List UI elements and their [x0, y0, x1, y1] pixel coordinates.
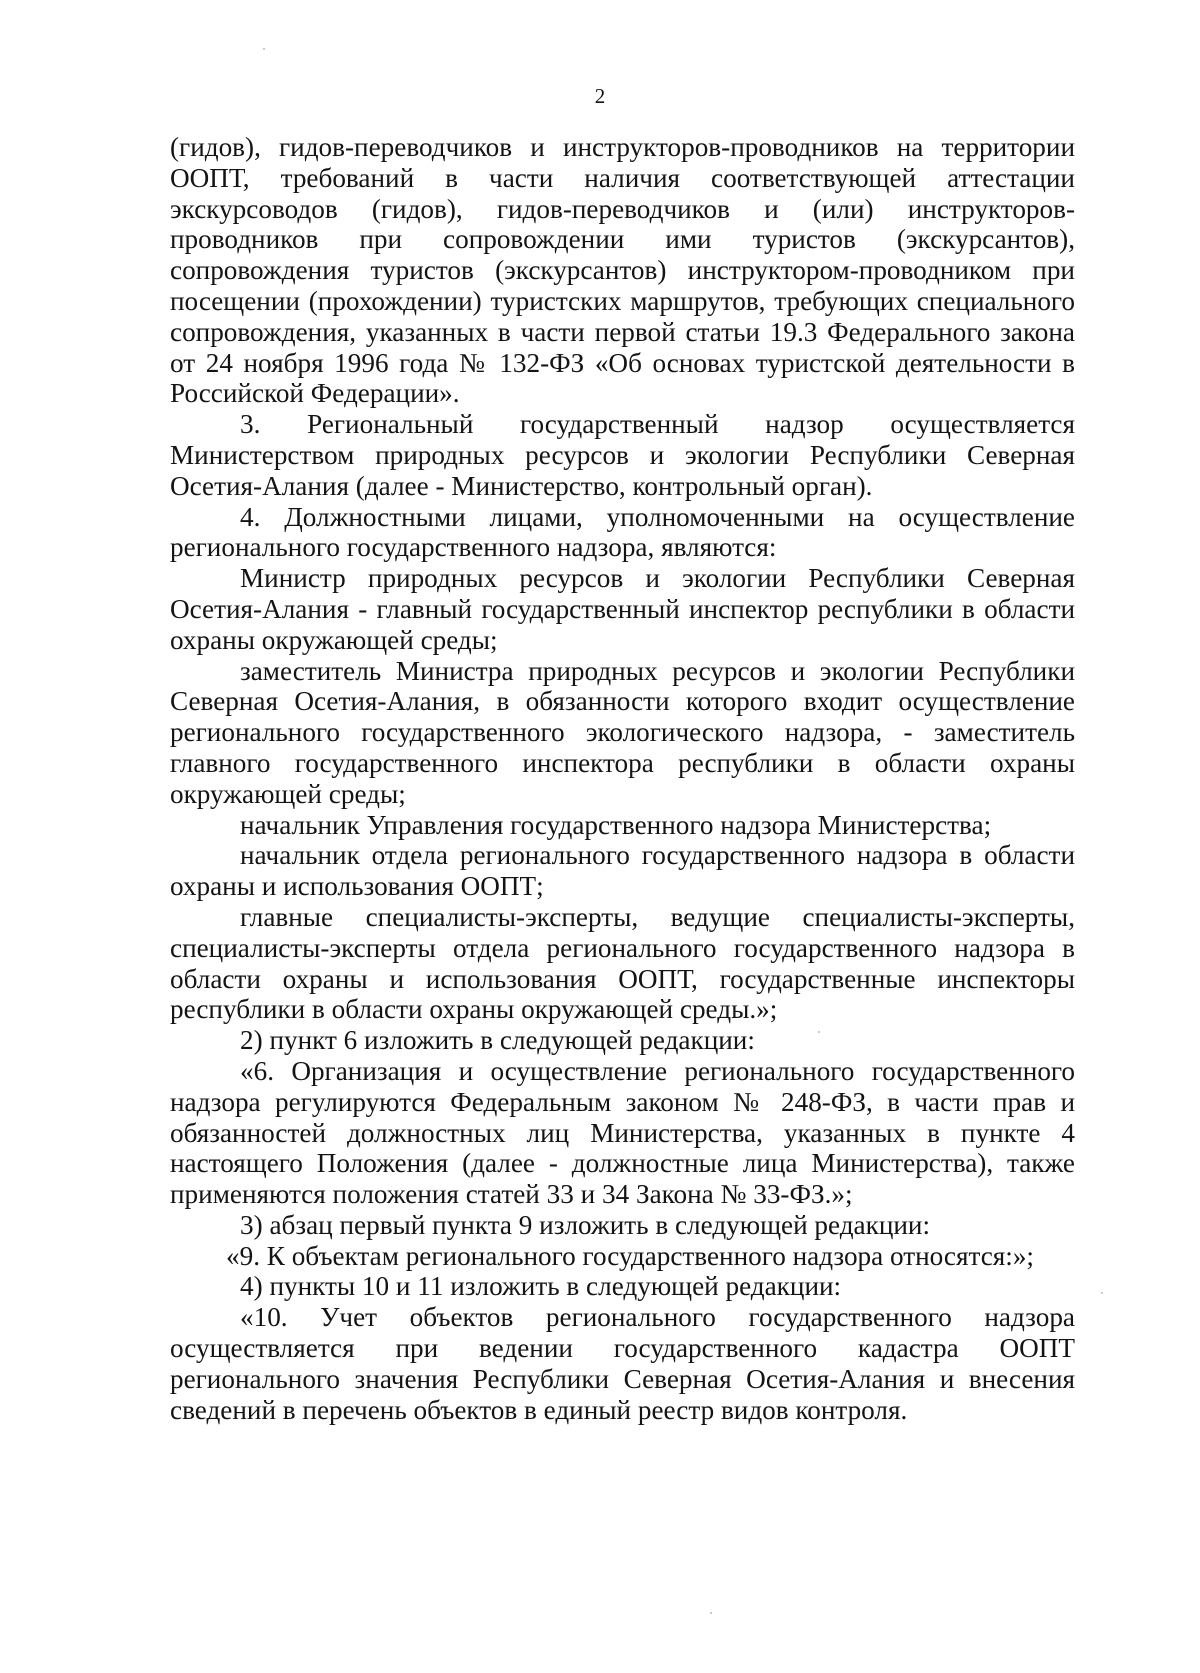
paragraph-item-3: 3. Региональный государственный надзор осуществляется Министерством природных ресурсов и экологии Республики Северная Осетия-Алания (далее - Министерство, контрольный орган). [170, 409, 1075, 501]
scan-speck [263, 48, 265, 50]
paragraph-head-of-division: начальник отдела регионального государственного надзора в области охраны и использования ООПТ; [170, 840, 1075, 902]
paragraph-amendment-2: 2) пункт 6 изложить в следующей редакции: [240, 1025, 755, 1056]
page-number: 2 [594, 84, 606, 108]
paragraph-amendment-4: 4) пункты 10 и 11 изложить в следующей редакции: [240, 1271, 842, 1302]
paragraph-amendment-3: 3) абзац первый пункта 9 изложить в следующей редакции: [240, 1209, 931, 1240]
paragraph-continuation: (гидов), гидов-переводчиков и инструкторов-проводников на территории ООПТ, требований в части наличия соответствующей аттестации экскурсоводов (гидов), гидов-переводчиков и (или) инструкторов-проводников при сопровождении ими туристов (экскурсантов), сопровождения туристов (экскурсантов) инструктором-проводником при посещении (прохождении) туристских маршрутов, требующих специального сопровождения, указанных в части первой статьи 19.3 Федерального закона от 24 ноября 1996 года № 132-ФЗ «Об основах туристской деятельности в Российской Федерации». [170, 132, 1075, 409]
scan-speck [1101, 1292, 1103, 1294]
paragraph-minister: Министр природных ресурсов и экологии Республики Северная Осетия-Алания - главный государственный инспектор республики в области охраны окружающей среды; [170, 563, 1075, 655]
paragraph-head-of-department: начальник Управления государственного надзора Министерства; [240, 809, 992, 840]
paragraph-deputy-minister: заместитель Министра природных ресурсов и экологии Республики Северная Осетия-Алания, в обязанности которого входит осуществление регионального государственного экологического надзора, - заместитель главного государственного инспектора республики в области охраны окружающей среды; [170, 655, 1075, 809]
paragraph-item-4: 4. Должностными лицами, уполномоченными на осуществление регионального государственного надзора, являются: [170, 501, 1075, 563]
scan-speck [710, 1612, 712, 1614]
paragraph-point-10: «10. Учет объектов регионального государственного надзора осуществляется при ведении государственного кадастра ООПТ регионального значения Республики Северная Осетия-Алания и внесения сведений в перечень объектов в единый реестр видов контроля. [170, 1302, 1075, 1425]
paragraph-specialists: главные специалисты-эксперты, ведущие специалисты-эксперты, специалисты-эксперты отдела регионального государственного надзора в области охраны и использования ООПТ, государственные инспекторы республики в области охраны окружающей среды.»; [170, 901, 1075, 1025]
scan-speck [818, 1031, 820, 1033]
paragraph-point-9: «9. К объектам регионального государственного надзора относятся:»; [226, 1240, 1034, 1271]
document-body [170, 132, 1075, 1425]
paragraph-point-6: «6. Организация и осуществление регионального государственного надзора регулируются Федеральным законом № 248-ФЗ, в части прав и обязанностей должностных лиц Министерства, указанных в пункте 4 настоящего Положения (далее - должностные лица Министерства), также применяются положения статей 33 и 34 Закона № 33-ФЗ.»; [170, 1055, 1075, 1210]
